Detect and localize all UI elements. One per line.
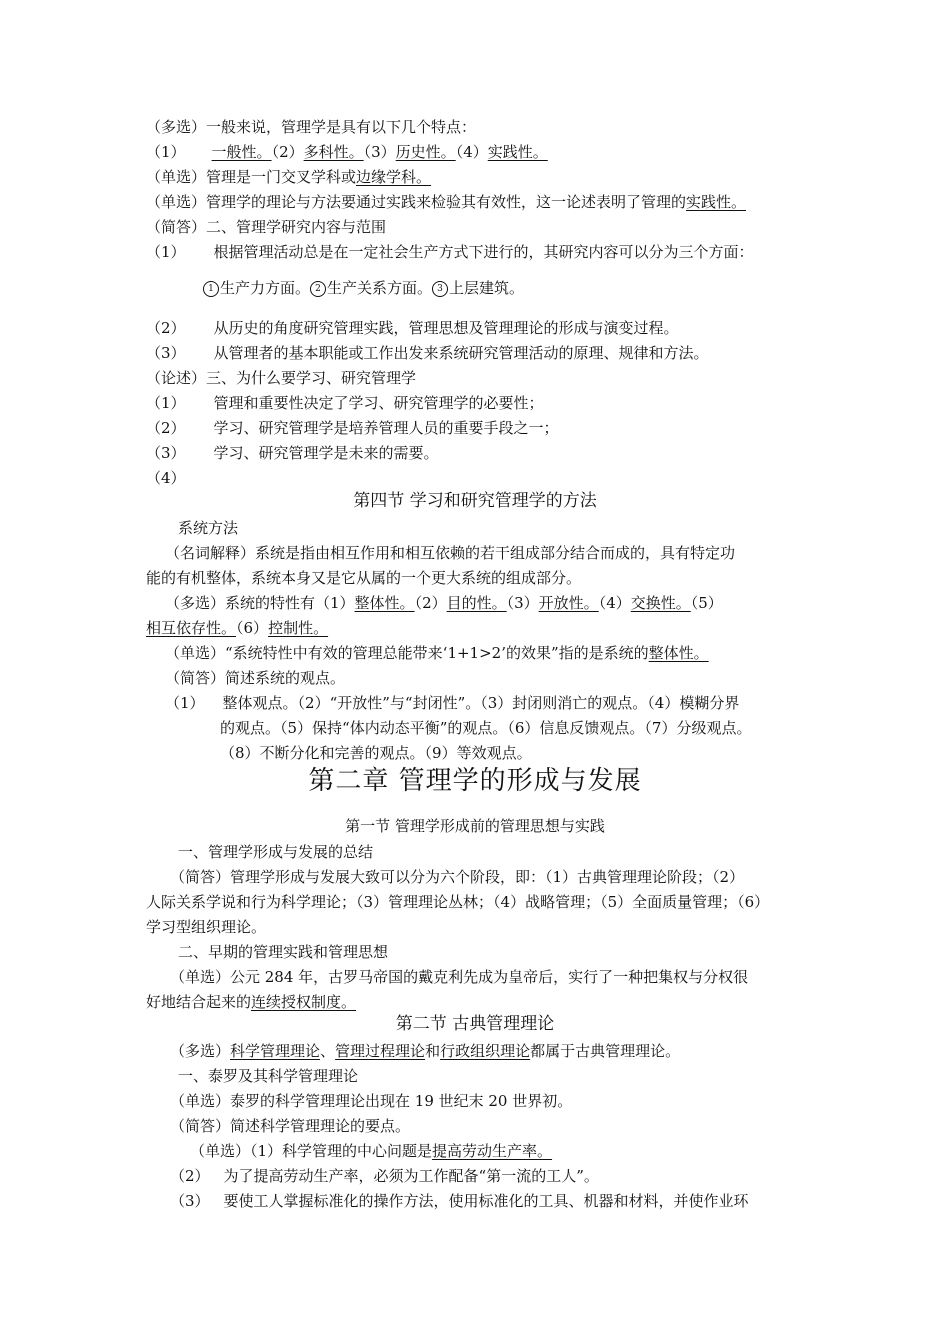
text-line: （简答）二、管理学研究内容与范围 [146,218,387,236]
section-heading: 第四节 学习和研究管理学的方法 [353,491,597,511]
text-span: （单选）“系统特性中有效的管理总能带来‘1+1>2’的效果”指的是系统的 [165,644,649,662]
item-number: （1） [165,694,205,712]
text-span: 学习、研究管理学是未来的需要。 [213,444,439,462]
text-line: （论述）三、为什么要学习、研究管理学 [146,369,417,387]
text-line [146,167,431,187]
text-line: 一、泰罗及其科学管理理论 [178,1067,359,1085]
underlined-answer: 行政组织理论 [440,1042,531,1060]
text-line: （名词解释）系统是指由相互作用和相互依赖的若干组成部分结合而成的，具有特定功 [165,544,736,562]
text-span: 为了提高劳动生产率，必须为工作配备“第一流的工人”。 [223,1167,599,1185]
item-number: （5） [690,594,723,612]
item-number: （3） [146,344,186,362]
item-number: （6） [236,619,269,637]
underlined-answer: 连续授权制度。 [251,993,357,1011]
item-number: （3） [506,594,539,612]
underlined-answer: 多科性。 [303,143,364,161]
item-number: （4） [598,594,631,612]
item-number: （1） [146,143,186,161]
text-span: （多选） [170,1042,231,1060]
text-line: 学习型组织理论。 [146,918,267,936]
underlined-answer: 交换性。 [630,594,691,612]
text-line [170,1041,680,1061]
text-line [146,242,754,262]
underlined-answer: 整体性。 [354,594,415,612]
underlined-answer: 整体性。 [648,644,709,662]
item-number: （3） [170,1192,210,1210]
item-number: （2） [170,1167,210,1185]
text-line [146,393,544,413]
section-heading: 第二节 古典管理理论 [395,1014,555,1034]
underlined-answer: 实践性。 [686,193,747,211]
text-line: （简答）管理学形成与发展大致可以分为六个阶段，即：（1）古典管理理论阶段；（2） [170,868,745,886]
text-line [146,192,746,212]
underlined-answer: 提高劳动生产率。 [432,1142,553,1160]
section-heading: 第一节 管理学形成前的管理思想与实践 [345,817,605,835]
text-span: 根据管理活动总是在一定社会生产方式下进行的，其研究内容可以分为三个方面： [213,243,754,261]
text-line [170,1166,599,1186]
text-line [165,643,709,663]
text-span: 、 [320,1042,336,1060]
item-number: （2） [271,143,304,161]
underlined-answer: 相互依存性。 [146,619,237,637]
text-line [146,142,548,162]
text-span: 从管理者的基本职能或工作出发来系统研究管理活动的原理、规律和方法。 [213,344,709,362]
text-line: 能的有机整体，系统本身又是它从属的一个更大系统的组成部分。 [146,569,582,587]
underlined-answer: 边缘学科。 [356,168,432,186]
text-line [165,593,723,613]
text-line: 人际关系学说和行为科学理论；（3）管理理论丛林；（4）战略管理；（5）全面质量管理；（6） [146,893,770,911]
text-line [146,618,328,638]
text-span: （单选）管理是一门交叉学科或 [146,168,357,186]
text-line: （多选）一般来说，管理学是具有以下几个特点： [146,118,477,136]
underlined-answer: 科学管理理论 [230,1042,321,1060]
text-line: （4） [146,469,186,487]
text-line: （8）不断分化和完善的观点。（9）等效观点。 [220,744,532,762]
underlined-answer: 历史性。 [395,143,456,161]
item-number: （3） [363,143,396,161]
text-line [146,443,439,463]
text-line [146,343,709,363]
circled-number-2: 2 [310,281,326,297]
text-span: 整体观点。（2）“开放性”与“封闭性”。（3）封闭则消亡的观点。（4）模糊分界 [222,694,740,712]
item-number: （4） [455,143,488,161]
item-number: （1） [146,243,186,261]
text-span: 生产力方面。 [220,279,311,297]
text-span: （多选）系统的特性有（1） [165,594,355,612]
item-number: （1） [146,394,186,412]
text-line: （单选）泰罗的科学管理理论出现在 19 世纪末 20 世界初。 [170,1092,573,1110]
text-line [190,1141,552,1161]
item-number: （2） [146,419,186,437]
text-line: （单选）公元 284 年，古罗马帝国的戴克利先成为皇帝后，实行了一种把集权与分权很 [170,968,749,986]
underlined-answer: 实践性。 [487,143,548,161]
text-span: 要使工人掌握标准化的操作方法，使用标准化的工具、机器和材料，并使作业环 [223,1192,749,1210]
text-span: 上层建筑。 [449,279,525,297]
text-line: 一、管理学形成与发展的总结 [178,843,374,861]
text-span: 都属于古典管理理论。 [530,1042,681,1060]
text-line: 的观点。（5）保持“体内动态平衡”的观点。（6）信息反馈观点。（7）分级观点。 [220,719,752,737]
underlined-answer: 目的性。 [446,594,507,612]
text-line: 系统方法 [178,519,239,537]
text-span: 管理和重要性决定了学习、研究管理学的必要性； [213,394,544,412]
underlined-answer: 管理过程理论 [335,1042,426,1060]
text-span: 从历史的角度研究管理实践，管理思想及管理理论的形成与演变过程。 [213,319,679,337]
text-line [165,693,739,713]
circled-number-3: 3 [432,281,448,297]
item-number: （3） [146,444,186,462]
text-line [203,278,524,298]
text-span: （单选）（1）科学管理的中心问题是 [190,1142,433,1160]
text-line [146,992,356,1012]
underlined-answer: 控制性。 [268,619,329,637]
text-span: 好地结合起来的 [146,993,252,1011]
circled-number-1: 1 [203,281,219,297]
item-number: （2） [414,594,447,612]
text-line: （简答）简述系统的观点。 [165,669,346,687]
item-number: （2） [146,319,186,337]
text-span: 学习、研究管理学是培养管理人员的重要手段之一； [213,419,559,437]
text-span: （单选）管理学的理论与方法要通过实践来检验其有效性，这一论述表明了管理的 [146,193,687,211]
text-line [146,318,679,338]
underlined-answer: 开放性。 [538,594,599,612]
underlined-answer: 一般性。 [211,143,272,161]
text-span: 生产关系方面。 [327,279,433,297]
text-span: 和 [425,1042,441,1060]
text-line: （简答）简述科学管理理论的要点。 [170,1117,411,1135]
text-line: 二、早期的管理实践和管理思想 [178,943,389,961]
chapter-heading: 第二章 管理学的形成与发展 [308,766,642,796]
text-line [146,418,559,438]
text-line [170,1191,749,1211]
